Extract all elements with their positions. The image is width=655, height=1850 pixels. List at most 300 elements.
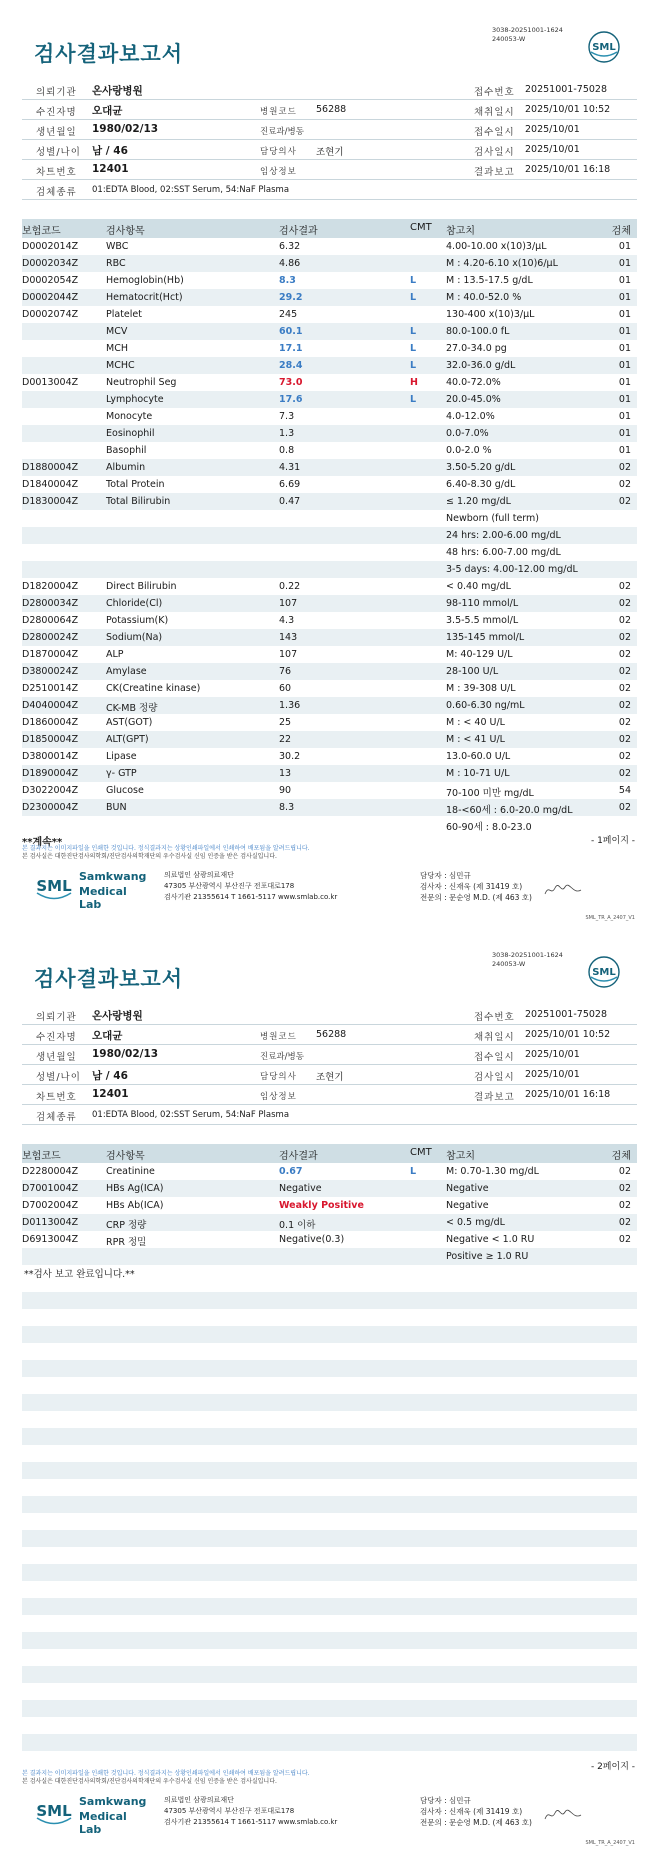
test-result: 0.22: [279, 581, 301, 592]
sml-logo-icon: [587, 955, 621, 989]
test-name: CRP 정량: [106, 1220, 147, 1231]
test-code: D0002014Z: [22, 241, 79, 252]
specimen-code: 02: [618, 496, 631, 507]
footer-logo-text: SML: [36, 1802, 72, 1820]
table-row: [22, 544, 637, 561]
sexage-label: 성별/나이: [36, 147, 81, 158]
col-code: 보험코드: [22, 1151, 61, 1162]
page-number: - 2페이지 -: [590, 1762, 635, 1772]
empty-row: [22, 1666, 637, 1683]
patient-value: 오대균: [92, 1030, 123, 1042]
specimen-code: 01: [618, 445, 631, 456]
info-row: [22, 160, 637, 180]
test-name: Chloride(Cl): [106, 598, 163, 609]
specimen-code: 54: [618, 785, 631, 796]
info-row: [22, 1005, 637, 1025]
table-row: [22, 782, 637, 799]
hospital-code-value: 56288: [316, 1029, 347, 1040]
test-code: D2800024Z: [22, 632, 79, 643]
test-name: Direct Bilirubin: [106, 581, 177, 592]
test-result: 22: [279, 734, 292, 745]
test-code: D2300004Z: [22, 802, 79, 813]
test-result: 25: [279, 717, 292, 728]
specimen-code: 02: [618, 649, 631, 660]
report-label: 결과보고: [474, 167, 515, 178]
test-code: D1830004Z: [22, 496, 79, 507]
collect-label: 채취일시: [474, 107, 515, 118]
reference-range: 18-<60세 : 6.0-20.0 mg/dL: [446, 805, 573, 816]
footer-staff-line: 전문의 : 문순영 M.D. (제 463 호): [420, 893, 532, 902]
table-header: [22, 219, 637, 238]
info-row: [22, 120, 637, 140]
reference-range: 27.0-34.0 pg: [446, 343, 507, 354]
table-row: [22, 340, 637, 357]
test-name: Lipase: [106, 751, 137, 762]
reference-range: 3.50-5.20 g/dL: [446, 462, 516, 473]
table-row: [22, 1248, 637, 1265]
table-row: [22, 561, 637, 578]
test-date-label: 검사일시: [474, 1072, 515, 1083]
test-code: D3800014Z: [22, 751, 79, 762]
reference-range: < 0.5 mg/dL: [446, 1217, 505, 1228]
completed-note: **검사 보고 완료입니다.**: [24, 1269, 135, 1280]
accreditation-line: 본 검사실은 대한진단검사의학회/진단검사의학재단의 우수검사실 신임 인증을 받은 검사실입니다.: [22, 1778, 277, 1785]
result-flag: L: [410, 394, 417, 405]
reference-range: 135-145 mmol/L: [446, 632, 525, 643]
table-row: [22, 697, 637, 714]
table-row: [22, 1163, 637, 1180]
test-code: D0002044Z: [22, 292, 79, 303]
specimen-code: 01: [618, 428, 631, 439]
test-name: Neutrophil Seg: [106, 377, 177, 388]
specimen-code: 01: [618, 275, 631, 286]
table-row: [22, 272, 637, 289]
result-flag: L: [410, 360, 417, 371]
results-table: [22, 1144, 637, 1265]
test-code: D0002034Z: [22, 258, 79, 269]
test-result: 8.3: [279, 802, 295, 813]
info-row: [22, 140, 637, 160]
specimen-code: 01: [618, 326, 631, 337]
test-name: Amylase: [106, 666, 147, 677]
reference-range: 80.0-100.0 fL: [446, 326, 510, 337]
reference-range: 6.40-8.30 g/dL: [446, 479, 516, 490]
info-row: [22, 1085, 637, 1105]
patient-label: 수진자명: [36, 107, 77, 118]
table-row: [22, 1180, 637, 1197]
receipt-date-value: 2025/10/01: [525, 1049, 580, 1060]
empty-row: [22, 1598, 637, 1615]
patient-info: [22, 1005, 637, 1125]
table-row: [22, 527, 637, 544]
receipt-no-value: 20251001-75028: [525, 84, 608, 95]
reference-range: Positive ≥ 1.0 RU: [446, 1251, 529, 1262]
test-result: 13: [279, 768, 292, 779]
specimen-code: 02: [618, 1183, 631, 1194]
reference-range: M : 13.5-17.5 g/dL: [446, 275, 533, 286]
test-name: Eosinophil: [106, 428, 155, 439]
table-row: [22, 425, 637, 442]
reference-range: M: 40-129 U/L: [446, 649, 513, 660]
specimen-code: 02: [618, 581, 631, 592]
patient-info: [22, 80, 637, 200]
collect-value: 2025/10/01 10:52: [525, 1029, 611, 1040]
collect-label: 채취일시: [474, 1032, 515, 1043]
specimen-code: 02: [618, 700, 631, 711]
col-result: 검사결과: [279, 226, 318, 237]
table-row: [22, 238, 637, 255]
test-code: D3022004Z: [22, 785, 79, 796]
collect-value: 2025/10/01 10:52: [525, 104, 611, 115]
test-result: 76: [279, 666, 292, 677]
table-row: [22, 646, 637, 663]
patient-label: 수진자명: [36, 1032, 77, 1043]
table-row: [22, 714, 637, 731]
test-result: 6.32: [279, 241, 301, 252]
col-cmt: CMT: [410, 1147, 432, 1158]
receipt-no-value: 20251001-75028: [525, 1009, 608, 1020]
results-table: [22, 219, 637, 833]
test-result: 245: [279, 309, 298, 320]
test-name: RBC: [106, 258, 126, 269]
form-code: SML_TR_A_2407_V1: [585, 915, 635, 921]
logo-text: SML: [592, 967, 616, 978]
footer-staff-line: 담당자 : 심민규: [420, 871, 471, 880]
table-row: [22, 493, 637, 510]
footer-logo: [34, 868, 147, 911]
reference-range: 24 hrs: 2.00-6.00 mg/dL: [446, 530, 561, 541]
test-code: D2800064Z: [22, 615, 79, 626]
reference-range: 60-90세 : 8.0-23.0: [446, 822, 532, 833]
reference-range: M : 4.20-6.10 x(10)6/μL: [446, 258, 558, 269]
footer-brand-line2: Medical Lab: [79, 885, 127, 911]
info-row: [22, 1105, 637, 1125]
col-ref: 참고치: [446, 226, 475, 237]
test-name: WBC: [106, 241, 129, 252]
test-result: 7.3: [279, 411, 295, 422]
test-code: D1850004Z: [22, 734, 79, 745]
specimen-code: 01: [618, 377, 631, 388]
sexage-value: 남 / 46: [92, 1070, 128, 1082]
col-item: 검사항목: [106, 226, 145, 237]
footer-logo-text: SML: [36, 877, 72, 895]
col-cmt: CMT: [410, 222, 432, 233]
specimen-code: 02: [618, 462, 631, 473]
test-code: D7001004Z: [22, 1183, 79, 1194]
form-code: SML_TR_A_2407_V1: [585, 1840, 635, 1846]
hospital-code-label: 병원코드: [260, 1032, 297, 1042]
test-result: 0.67: [279, 1166, 303, 1177]
test-name: Sodium(Na): [106, 632, 163, 643]
test-name: Creatinine: [106, 1166, 155, 1177]
table-row: [22, 731, 637, 748]
table-row: [22, 255, 637, 272]
specimen-code: 02: [618, 1234, 631, 1245]
receipt-date-value: 2025/10/01: [525, 124, 580, 135]
test-code: D2510014Z: [22, 683, 79, 694]
test-name: CK(Creatine kinase): [106, 683, 201, 694]
specimen-label: 검체종류: [36, 187, 77, 198]
empty-row: [22, 1564, 637, 1581]
empty-row: [22, 1734, 637, 1751]
dob-label: 생년월일: [36, 127, 77, 138]
empty-row: [22, 1292, 637, 1309]
specimen-code: 02: [618, 479, 631, 490]
specimen-code: 02: [618, 734, 631, 745]
test-result: 8.3: [279, 275, 296, 286]
page-number: - 1페이지 -: [590, 836, 635, 846]
col-item: 검사항목: [106, 1151, 145, 1162]
result-flag: L: [410, 1166, 417, 1177]
table-row: [22, 629, 637, 646]
page-title: 검사결과보고서: [34, 42, 184, 66]
page-title: 검사결과보고서: [34, 967, 184, 991]
report-page-2: [0, 925, 655, 1850]
reference-range: Newborn (full term): [446, 513, 539, 524]
info-row: [22, 180, 637, 200]
footer-staff: [420, 870, 532, 903]
table-body: [22, 1163, 637, 1265]
hospital-code-label: 병원코드: [260, 107, 297, 117]
footer-brand-line1: Samkwang: [79, 1795, 147, 1808]
empty-row: [22, 1462, 637, 1479]
accreditation-line: 본 검사실은 대한진단검사의학회/진단검사의학재단의 우수검사실 신임 인증을 받은 검사실입니다.: [22, 853, 277, 860]
test-result: Weakly Positive: [279, 1200, 364, 1211]
info-row: [22, 80, 637, 100]
specimen-code: 01: [618, 258, 631, 269]
reference-range: M : 10-71 U/L: [446, 768, 510, 779]
empty-row: [22, 1428, 637, 1445]
table-row: [22, 595, 637, 612]
col-result: 검사결과: [279, 1151, 318, 1162]
test-name: Potassium(K): [106, 615, 169, 626]
test-name: Hematocrit(Hct): [106, 292, 183, 303]
test-name: Monocyte: [106, 411, 153, 422]
chart-label: 차트번호: [36, 1092, 77, 1103]
test-name: MCV: [106, 326, 128, 337]
requester-value: 온사랑병원: [92, 85, 143, 97]
test-name: Albumin: [106, 462, 146, 473]
table-body: [22, 238, 637, 833]
report-value: 2025/10/01 16:18: [525, 164, 611, 175]
test-code: D1880004Z: [22, 462, 79, 473]
footer-address: [164, 1795, 337, 1828]
reference-range: 0.60-6.30 ng/mL: [446, 700, 525, 711]
reference-range: 130-400 x(10)3/μL: [446, 309, 535, 320]
test-name: HBs Ab(ICA): [106, 1200, 164, 1211]
table-row: [22, 442, 637, 459]
footer-address-line: 의료법인 삼광의료재단: [164, 871, 234, 879]
specimen-value: 01:EDTA Blood, 02:SST Serum, 54:NaF Plasma: [92, 185, 290, 195]
test-name: ALP: [106, 649, 124, 660]
result-flag: L: [410, 326, 417, 337]
specimen-code: 01: [618, 292, 631, 303]
test-result: 17.6: [279, 394, 303, 405]
dob-label: 생년월일: [36, 1052, 77, 1063]
test-result: 143: [279, 632, 298, 643]
test-result: Negative: [279, 1183, 322, 1194]
reference-range: 3.5-5.5 mmol/L: [446, 615, 519, 626]
reference-range: ≤ 1.20 mg/dL: [446, 496, 511, 507]
test-code: D0113004Z: [22, 1217, 79, 1228]
test-name: γ- GTP: [106, 768, 137, 779]
sexage-value: 남 / 46: [92, 145, 128, 157]
test-code: D1820004Z: [22, 581, 79, 592]
specimen-code: 02: [618, 768, 631, 779]
chart-value: 12401: [92, 1088, 129, 1100]
sml-logo-icon: [34, 868, 74, 908]
table-row: [22, 357, 637, 374]
empty-row: [22, 1632, 637, 1649]
test-name: MCHC: [106, 360, 135, 371]
test-code: D2280004Z: [22, 1166, 79, 1177]
specimen-code: 01: [618, 394, 631, 405]
empty-row: [22, 1326, 637, 1343]
specimen-code: 01: [618, 343, 631, 354]
document-id-line2: 240053-W: [492, 35, 526, 43]
test-name: Total Bilirubin: [106, 496, 171, 507]
test-name: BUN: [106, 802, 127, 813]
test-name: Basophil: [106, 445, 147, 456]
test-result: 73.0: [279, 377, 303, 388]
table-row: [22, 459, 637, 476]
footer-brand-line1: Samkwang: [79, 870, 147, 883]
report-value: 2025/10/01 16:18: [525, 1089, 611, 1100]
test-name: AST(GOT): [106, 717, 153, 728]
empty-row: [22, 1496, 637, 1513]
test-code: D1860004Z: [22, 717, 79, 728]
table-row: [22, 799, 637, 816]
result-flag: L: [410, 275, 417, 286]
specimen-code: 02: [618, 598, 631, 609]
table-row: [22, 510, 637, 527]
result-flag: H: [410, 377, 418, 388]
footer-address: [164, 870, 337, 903]
reference-range: 40.0-72.0%: [446, 377, 501, 388]
specimen-code: 02: [618, 1217, 631, 1228]
hospital-code-value: 56288: [316, 104, 347, 115]
clinical-label: 임상정보: [260, 1092, 297, 1102]
reference-range: 98-110 mmol/L: [446, 598, 519, 609]
reference-range: M : 40.0-52.0 %: [446, 292, 522, 303]
footer-address-line: 검사기관 21355614 T 1661-5117 www.smlab.co.kr: [164, 893, 338, 901]
table-row: [22, 765, 637, 782]
test-result: 0.1 이하: [279, 1220, 316, 1231]
report-label: 결과보고: [474, 1092, 515, 1103]
empty-row: [22, 1530, 637, 1547]
receipt-date-label: 접수일시: [474, 127, 515, 138]
doctor-value: 조현기: [316, 1072, 344, 1083]
test-date-value: 2025/10/01: [525, 144, 580, 155]
receipt-no-label: 접수번호: [474, 87, 515, 98]
footer-staff-line: 전문의 : 문순영 M.D. (제 463 호): [420, 1818, 532, 1827]
reference-range: 4.0-12.0%: [446, 411, 495, 422]
test-code: D0013004Z: [22, 377, 79, 388]
empty-row: [22, 1700, 637, 1717]
test-result: 30.2: [279, 751, 301, 762]
reference-range: Negative < 1.0 RU: [446, 1234, 535, 1245]
reference-range: 20.0-45.0%: [446, 394, 501, 405]
test-result: 1.36: [279, 700, 301, 711]
reference-range: 4.00-10.00 x(10)3/μL: [446, 241, 547, 252]
specimen-code: 01: [618, 241, 631, 252]
table-row: [22, 612, 637, 629]
logo-text: SML: [592, 42, 616, 53]
test-name: Platelet: [106, 309, 142, 320]
test-result: Negative(0.3): [279, 1234, 345, 1245]
test-name: Lymphocyte: [106, 394, 164, 405]
patient-value: 오대균: [92, 105, 123, 117]
test-result: 60.1: [279, 326, 303, 337]
test-result: 17.1: [279, 343, 303, 354]
table-row: [22, 476, 637, 493]
specimen-code: 01: [618, 411, 631, 422]
table-row: [22, 306, 637, 323]
continued-note: **계속**: [22, 837, 63, 848]
reference-range: 70-100 미만 mg/dL: [446, 788, 534, 799]
footer-address-line: 의료법인 삼광의료재단: [164, 1796, 234, 1804]
test-code: D0002054Z: [22, 275, 79, 286]
signature-icon: [543, 882, 583, 898]
specimen-code: 01: [618, 360, 631, 371]
test-name: Hemoglobin(Hb): [106, 275, 184, 286]
reference-range: 32.0-36.0 g/dL: [446, 360, 516, 371]
test-code: D0002074Z: [22, 309, 79, 320]
footer-address-line: 47305 부산광역시 부산진구 전포대로178: [164, 882, 295, 890]
footer-address-line: 검사기관 21355614 T 1661-5117 www.smlab.co.kr: [164, 1818, 338, 1826]
receipt-no-label: 접수번호: [474, 1012, 515, 1023]
test-result: 90: [279, 785, 292, 796]
doctor-value: 조현기: [316, 147, 344, 158]
footer-staff-line: 검사자 : 신재욱 (제 31419 호): [420, 1807, 523, 1816]
reference-range: M: 0.70-1.30 mg/dL: [446, 1166, 539, 1177]
col-code: 보험코드: [22, 226, 61, 237]
test-name: Total Protein: [106, 479, 165, 490]
test-result: 0.8: [279, 445, 295, 456]
test-code: D6913004Z: [22, 1234, 79, 1245]
table-row: [22, 408, 637, 425]
receipt-date-label: 접수일시: [474, 1052, 515, 1063]
document-id-line1: 3038-20251001-1624: [492, 951, 563, 959]
test-date-value: 2025/10/01: [525, 1069, 580, 1080]
test-name: MCH: [106, 343, 128, 354]
footer-staff-line: 검사자 : 신재욱 (제 31419 호): [420, 882, 523, 891]
test-result: 60: [279, 683, 292, 694]
requester-label: 의뢰기관: [36, 1012, 77, 1023]
reference-range: 0.0-2.0 %: [446, 445, 492, 456]
clinical-label: 임상정보: [260, 167, 297, 177]
specimen-code: 01: [618, 309, 631, 320]
col-spec: 검체: [611, 1151, 631, 1162]
document-id-line2: 240053-W: [492, 960, 526, 968]
chart-label: 차트번호: [36, 167, 77, 178]
test-code: D4040004Z: [22, 700, 79, 711]
dept-label: 진료과/병동: [260, 1052, 304, 1062]
test-result: 28.4: [279, 360, 303, 371]
test-date-label: 검사일시: [474, 147, 515, 158]
test-name: RPR 정밀: [106, 1237, 147, 1248]
specimen-code: 02: [618, 683, 631, 694]
table-row: [22, 578, 637, 595]
specimen-code: 02: [618, 615, 631, 626]
requester-label: 의뢰기관: [36, 87, 77, 98]
table-row: [22, 374, 637, 391]
table-row: [22, 1214, 637, 1231]
info-row: [22, 1065, 637, 1085]
test-code: D3800024Z: [22, 666, 79, 677]
test-name: ALT(GPT): [106, 734, 149, 745]
specimen-value: 01:EDTA Blood, 02:SST Serum, 54:NaF Plasma: [92, 1110, 290, 1120]
